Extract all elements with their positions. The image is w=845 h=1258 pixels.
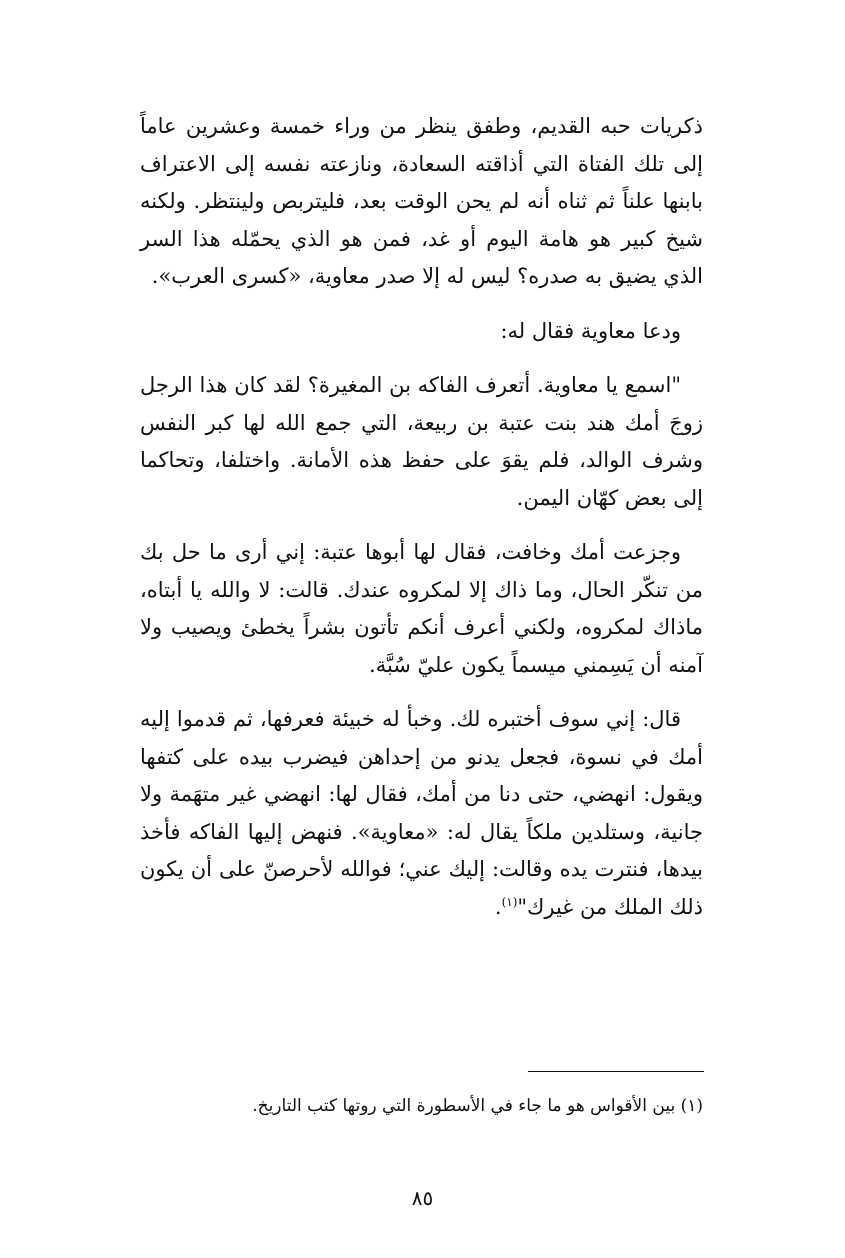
- paragraph-5-text: قال: إني سوف أختبره لك. وخبأ له خبيئة فعرفها، ثم قدموا إليه أمك في نسوة، فجعل يدنو من إحداهن فيضرب بيده على كتفها ويقول: انهضي، حتى دنا من أمك، فقال لها: انهضي غير متهَمة ولا جانية، وستلدين ملكاً يقال له: «معاوية». فنهض إليها الفاكه فأخذ بيدها، فنترت يده وقالت: إليك عني؛ فوالله لأحرصنّ على أن يكون ذلك الملك من غيرك": [140, 707, 703, 919]
- paragraph-2: ودعا معاوية فقال له:: [500, 318, 681, 343]
- paragraph-4: وجزعت أمك وخافت، فقال لها أبوها عتبة: إني أرى ما حل بك من تنكّر الحال، وما ذاك إلا لمكروه عندك. قالت: لا والله يا أبتاه، ماذاك لمكروه، ولكني أعرف أنكم تأتون بشراً يخطئ ويصيب ولا آمنه أن يَسِمني ميسماً يكون عليّ سُبَّة.: [140, 540, 703, 677]
- footnote-divider: [528, 1071, 704, 1072]
- paragraph-gap: [140, 350, 703, 367]
- paragraph-3: "اسمع يا معاوية. أتعرف الفاكه بن المغيرة؟ لقد كان هذا الرجل زوجَ أمك هند بنت عتبة بن ربيعة، التي جمع الله لها كبر النفس وشرف الوالد، فلم يقوَ على حفظ هذه الأمانة. واختلفا، وتحاكما إلى بعض كهّان اليمن.: [140, 373, 703, 510]
- page-body: [140, 108, 703, 926]
- paragraph-1: ذكريات حبه القديم، وطفق ينظر من وراء خمسة وعشرين عاماً إلى تلك الفتاة التي أذاقته السعادة، ونازعته نفسه إلى الاعتراف بابنها علناً ثم ثناه أنه لم يحن الوقت بعد، فليتربص ولينتظر. ولكنه شيخ كبير هو هامة اليوم أو غد، فمن هو الذي يحمّله هذا السر الذي يضيق به صدره؟ ليس له إلا صدر معاوية، «كسرى العرب».: [140, 114, 703, 288]
- footnote-reference: (١): [501, 894, 518, 909]
- footnote: (١) بين الأقواس هو ما جاء في الأسطورة التي روتها كتب التاريخ.: [252, 1096, 703, 1116]
- paragraph-5-end: .: [494, 894, 502, 919]
- page-number: ٨٥: [411, 1186, 434, 1210]
- paragraph-5: [140, 701, 703, 926]
- paragraph-gap: [140, 517, 703, 534]
- paragraph-gap: [140, 296, 703, 313]
- paragraph-gap: [140, 684, 703, 701]
